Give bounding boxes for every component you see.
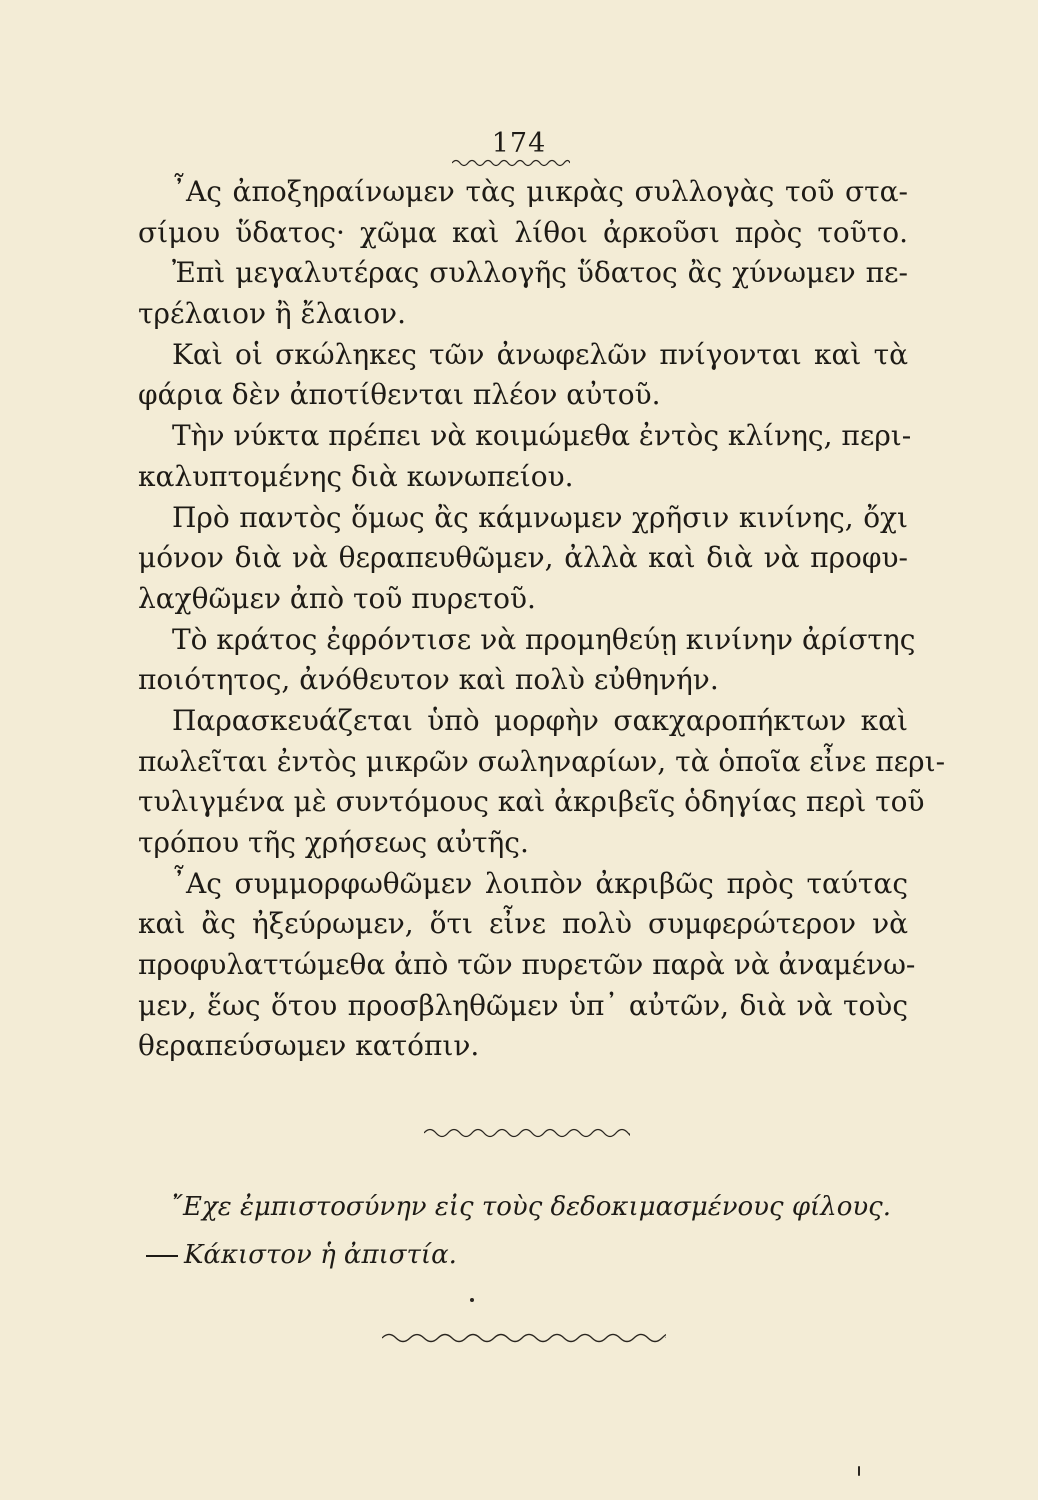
page-number: 174 (491, 128, 547, 159)
proverb-line-1: ῎Εχε ἐμπιστοσύνην εἰς τοὺς δεδοκιμασμένους φίλους. (170, 1192, 891, 1222)
text-line-15: πωλεῖται ἐντὸς μικρῶν σωληναρίων, τὰ ὁποῖα εἶνε περι- (138, 744, 946, 778)
text-line-8: καλυπτομένης διὰ κωνωπείου. (138, 459, 574, 493)
ink-speck (470, 1298, 474, 1302)
text-line-22: θεραπεύσωμεν κατόπιν. (138, 1029, 480, 1063)
text-line-18: ῏Ας συμμορφωθῶμεν λοιπὸν ἀκριβῶς πρὸς ταύτας (172, 866, 908, 900)
text-line-14: Παρασκευάζεται ὑπὸ μορφὴν σακχαροπήκτων καὶ (172, 703, 908, 737)
text-line-1: ῏Ας ἀποξηραίνωμεν τὰς μικρὰς συλλογὰς τοῦ στα- (172, 175, 908, 208)
text-line-5: Καὶ οἱ σκώληκες τῶν ἀνωφελῶν πνίγονται καὶ τὰ (172, 337, 908, 371)
wavy-divider-top (424, 1126, 630, 1140)
text-line-12: Τὸ κράτος ἐφρόντισε νὰ προμηθεύῃ κινίνην ἀρίστης (172, 622, 916, 656)
text-line-6: φάρια δὲν ἀποτίθενται πλέον αὐτοῦ. (138, 378, 661, 412)
text-line-9: Πρὸ παντὸς ὅμως ἂς κάμνωμεν χρῆσιν κινίνης, ὄχι (172, 500, 908, 534)
text-line-17: τρόπου τῆς χρήσεως αὐτῆς. (138, 826, 529, 859)
text-line-21: μεν, ἕως ὅτου προσβληθῶμεν ὑπ᾿ αὐτῶν, διὰ νὰ τοὺς (138, 988, 908, 1022)
text-line-13: ποιότητος, ἀνόθευτον καὶ πολὺ εὐθηνήν. (138, 663, 719, 697)
ink-speck (858, 1466, 860, 1476)
body-text (138, 172, 946, 1067)
text-line-16: τυλιγμένα μὲ συντόμους καὶ ἀκριβεῖς ὁδηγίας περὶ τοῦ (138, 785, 925, 819)
wavy-divider-bottom (382, 1331, 666, 1345)
text-line-7: Τὴν νύκτα πρέπει νὰ κοιμώμεθα ἐντὸς κλίνης, περι- (172, 419, 912, 453)
proverb-line-2-text: Κάκιστον ἡ ἀπιστία. (184, 1240, 457, 1270)
page-number-wavy-rule (452, 158, 570, 168)
text-line-4: τρέλαιον ἢ ἔλαιον. (138, 297, 406, 331)
text-line-3: Ἐπὶ μεγαλυτέρας συλλογῆς ὕδατος ἂς χύνωμεν πε- (172, 256, 908, 290)
text-line-20: προφυλαττώμεθα ἀπὸ τῶν πυρετῶν παρὰ νὰ ἀναμένω- (138, 948, 916, 982)
proverb-line-2 (146, 1240, 916, 1270)
text-line-10: μόνον διὰ νὰ θεραπευθῶμεν, ἀλλὰ καὶ διὰ νὰ προφυ- (138, 541, 908, 575)
text-line-11: λαχθῶμεν ἀπὸ τοῦ πυρετοῦ. (138, 581, 536, 615)
em-dash-rule (146, 1255, 178, 1257)
text-line-2: σίμου ὕδατος· χῶμα καὶ λίθοι ἀρκοῦσι πρὸς τοῦτο. (138, 215, 908, 249)
text-line-19: καὶ ἂς ἠξεύρωμεν, ὅτι εἶνε πολὺ συμφερώτερον νὰ (138, 907, 908, 941)
